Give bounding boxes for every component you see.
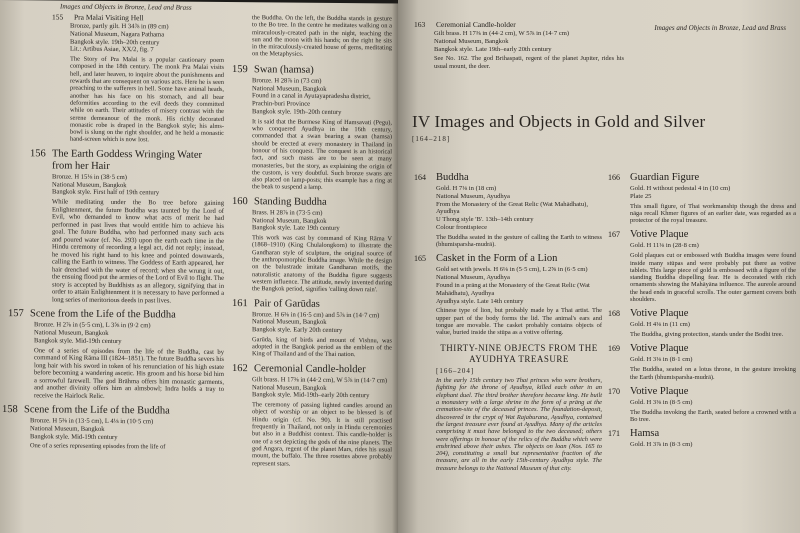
catalogue-entry-163 — [414, 20, 624, 70]
entry-meta: Gilt brass. H 17⅜ in (44·2 cm), W 5⅞ in (14·7 cm) — [252, 375, 388, 385]
entry-description: The Story of Pra Malai is a popular cautionary poem composed in the 18th century. The monk Pra Malai visits hell, and later heaven, to inquire about the punishments and rewards that are consequent on various acts. Here he is seen preaching to the sufferers in hell. Some have animal heads, another has his face on his stomach, and all bear deformities according to the evil deeds they committed while on earth. Their attitudes of misery contrast with the serene demeanour of the monk. His richly decorated monastic robe is draped in the Bangkok style; his alms-bowl is slung on the right shoulder, and he held a monastic hand-screen which is now lost. — [70, 55, 224, 144]
entry-meta: Bangkok style. 19th–20th century — [70, 38, 160, 46]
entry-meta: Bronze. H 28⅞ in (73 cm) — [252, 76, 322, 85]
entry-meta: Gold. H without pedestal 4 in (10 cm) — [630, 185, 731, 192]
entry-title: Buddha — [436, 172, 469, 183]
entry-meta: National Museum, Bangkok — [434, 37, 509, 45]
entry-description: This small figure, of Thai workmanship though the dress and nāga recall Khmer figures of an earlier date, was regarded as a protector of the royal treasure. — [630, 202, 796, 225]
entry-meta: National Museum, Bangkok — [252, 318, 327, 327]
continued-text: the Buddha. On the left, the Buddha stands in gesture to the Bo tree. In the centre he meditates walking on a miraculously-created path in the night, teaching the sun and the moon with his hands; on the right he sits in the miraculously-created house of gems, meditating on the Metaphysics. — [252, 14, 392, 59]
catalogue-entry-158 — [2, 404, 224, 451]
subsection-ayudhya-treasure — [414, 343, 602, 472]
section-reference: [164–218] — [412, 135, 451, 143]
entry-title: Votive Plaque — [630, 229, 689, 241]
entry-title: Pra Malai Visiting Hell — [74, 12, 144, 23]
entry-meta: National Museum, Bangkok — [30, 425, 105, 433]
subsection-title: THIRTY-NINE OBJECTS FROM THE AYUDHYA TREASURE — [440, 342, 598, 364]
entry-description: Chinese type of lion, but probably made by a Thai artist. The upper part of the body forms the lid. The animal's ears and tongue are movable. The casket probably contains objects of value, buried inside the stūpa as a votive offering. — [436, 307, 602, 337]
entry-meta: Bronze. H 6⅜ in (16·5 cm) and 5⅞ in (14·7 cm) — [252, 310, 380, 319]
entry-meta: U Thong style 'B'. 13th–14th century — [436, 216, 534, 224]
entry-description: The Buddha invoking the Earth, seated before a crowned with a Bo tree. — [630, 408, 796, 423]
subsection-description: In the early 15th century two Thai princes who were brothers, fighting for the throne of Ayudhya, killed each other in an elephant duel. The third brother therefore became king. He built a monastery with a large shrine in the form of a prāng at the cremation-site of the deceased princes. The foundation-deposit, discovered in the crypt of Wat Rajaburana, Ayudhya, contained the largest treasure ever found at Ayudhya. Many of the articles comprising it must have belonged to the two deceased; others were offerings in honour of the relics of the Buddha which were enshrined above their ashes. The objects on loan (Nos. 165 to 204), constituting a small but representative fraction of the treasure, are all in the early 15th-century Ayudhya style. The treasure belongs to the National Museum of that city. — [436, 377, 602, 472]
entry-meta: Gold. H 7⅛ in (18 cm) — [436, 185, 497, 192]
right-column-2 — [608, 172, 796, 454]
entry-number: 166 — [608, 173, 620, 182]
entry-title: Standing Buddha — [254, 195, 327, 208]
entry-description: See No. 162. The god Brihaspati, regent of the planet Jupiter, rides his usual mount, the deer. — [434, 55, 624, 70]
entry-description: The ceremony of passing lighted candles around an object of worship or an object to be blessed is of Hindu origin (cf. No. 90). It is still practised frequently in Thailand, not only in Hindu ceremonies but also in a Buddhist context. This candle-holder is one of a set depicting the gods of the nine planets. The god Angara, regent of the planet Mars, rides his usual mount, the buffalo. The three rosettes above probably represent stars. — [252, 401, 392, 468]
section-title: IV Images and Objects in Gold and Silver — [412, 112, 706, 131]
entry-description: While meditating under the Bo tree before gaining Enlightenment, the future Buddha was taunted by the Lord of Evil, who demanded to know what acts of merit he had performed in past lives that would entitle him to achieve his goal. The future Buddha, who had performed many such acts and poured water (cf. No. 293) upon the earth each time in the Hindu ceremony of recording a legal act, did not reply; instead, he moved his right hand to his knee and pointed downwards, calling the Earth to witness. The Goddess of Earth appeared, her hair drenched with the water of record; when she wrung it out, the ensuing flood put the armies of the Lord of Evil to flight. The story is accepted by Buddhists as an allegory, signifying that in order to attain Enlightenment it is necessary to have performed a long series of meritorious deeds in past lives. — [52, 198, 225, 305]
entry-meta: Bangkok style. Mid-19th century — [30, 432, 118, 441]
entry-meta: Bronze, partly gilt. H 34⅞ in (89 cm) — [70, 22, 169, 31]
entry-description: It is said that the Burmese King of Hamsavati (Pegu), who conquered Ayudhya in the 16th century, commanded that a swan bearing a swan (hamsa) should be erected at every monastery in Thailand in honour of his conquest. The conquest is an historical fact, and such masts are to be seen at many monasteries, but the story, as explaining the origin of the custom, is very doubtful. Such bronze swans are also placed on lamp-posts; this example has a ring at the beak to suspend a lamp. — [252, 117, 392, 192]
entry-title: Pair of Garūdas — [254, 297, 320, 310]
entry-title: The Earth Goddess Wringing Water from her Hair — [52, 148, 202, 172]
entry-meta: Gilt brass. H 17⅜ in (44·2 cm), W 5⅞ in (14·7 cm) — [434, 30, 570, 37]
entry-meta: Bangkok style. Mid-19th–early 20th century — [252, 391, 370, 400]
entry-meta: Colour frontispiece — [436, 223, 488, 231]
entry-meta: Gold set with jewels. H 6⅛ in (5·5 cm), L 2⅝ in (6·5 cm) — [436, 266, 588, 274]
right-page — [398, 0, 800, 533]
entry-meta: Found in a prāng at the Monastery of the Great Relic (Wat Mahādhatu), Ayudhya — [436, 281, 590, 297]
entry-title: Swan (hamsa) — [254, 63, 314, 76]
entry-title: Scene from the Life of the Buddha — [30, 308, 176, 321]
entry-meta: Bronze. H 2⅞ in (5·5 cm), L 3⅝ in (9·2 cm) — [34, 321, 151, 330]
entry-description: The Buddha seated in the gesture of calling the Earth to witness (bhumisparsha-mudrā). — [436, 233, 602, 249]
right-column-1 — [414, 172, 602, 472]
entry-meta: Gold. H 3⅛ in (8·1 cm) — [630, 356, 693, 364]
entry-title: Votive Plaque — [630, 385, 689, 397]
entry-meta: Gold. H 4⅛ in (11 cm) — [630, 321, 691, 329]
entry-number: 165 — [414, 254, 426, 264]
entry-meta: Found in a canal in Ayutayapradesha district, Prachin-buri Province — [252, 92, 371, 108]
entry-description: The Buddha, giving protection, stands under the Bodhi tree. — [630, 331, 784, 339]
entry-number: 170 — [608, 386, 620, 396]
catalogue-entry-164 — [414, 172, 602, 248]
catalogue-entry-155 — [30, 12, 224, 144]
entry-meta: Bangkok style. Early 20th century — [252, 326, 343, 335]
entry-meta: Plate 25 — [630, 192, 652, 200]
entry-meta: From the Monastery of the Great Relic (Wat Mahādhatu), Ayudhya — [436, 200, 588, 216]
entry-number: 160 — [232, 195, 248, 207]
entry-meta: Bangkok style. Late 19th century — [252, 224, 340, 233]
entry-number: 163 — [414, 20, 426, 29]
entry-title: Votive Plaque — [630, 308, 689, 320]
entry-description: One of a series of episodes from the life of the Buddha, cast by command of King Rāma III (1824–1851). The future Buddha severs his long hair with his sword in token of his renunciation of his high estate before becoming a wandering ascetic. His groom and his horse bid him a sorrowful farewell. The god Brāhma offers him monastic garments, and another divinity offers him an almsbowl; Indra holds a tray to receive the Hairlock Relic. — [34, 346, 224, 400]
entry-description: The Buddha, seated on a lotus throne, in the gesture invoking the Earth (bhumisparsha-mudrā). — [630, 366, 796, 381]
catalogue-entry-156 — [30, 148, 224, 305]
entry-title: Ceremonial Candle-holder — [254, 362, 366, 375]
entry-number: 155 — [52, 12, 64, 22]
catalogue-entry-159 — [232, 64, 392, 192]
entry-description: Garūda, king of birds and mount of Vishnu, was adopted in the Bangkok period as the emblem of the King of Thailand and of the Thai nation. — [252, 336, 392, 359]
catalogue-entry-160 — [232, 196, 392, 294]
entry-meta: Gold. H 11⅛ in (28·8 cm) — [630, 242, 699, 250]
entry-number: 171 — [608, 429, 620, 439]
entry-meta: Brass. H 28⅞ in (73·5 cm) — [252, 208, 323, 217]
catalogue-entry-168 — [608, 308, 796, 338]
entry-description: One of a series representing episodes from the life of — [30, 442, 166, 451]
entry-meta: Gold. H 3⅜ in (8·5 cm) — [630, 398, 693, 406]
entry-number: 167 — [608, 230, 620, 240]
catalogue-entry-166 — [608, 172, 796, 224]
catalogue-entry-157 — [8, 308, 224, 401]
entry-title: Scene from the Life of the Buddha — [24, 404, 170, 417]
entry-meta: National Museum, Bangkok — [252, 84, 327, 93]
left-column-1 — [2, 12, 225, 456]
entry-meta: Bangkok style. First half of 19th century — [52, 188, 160, 197]
entry-meta: Gold. H 3⅞ in (8·3 cm) — [630, 441, 693, 449]
entry-number: 157 — [8, 308, 24, 320]
catalogue-entry-165 — [414, 253, 602, 336]
entry-meta: National Museum, Bangkok — [252, 383, 327, 392]
entry-meta: National Museum, Ayudhya — [436, 192, 510, 200]
entry-meta: Bangkok style. 19th–20th century — [252, 108, 342, 116]
entry-title: Ceremonial Candle-holder — [436, 20, 516, 29]
entry-number: 162 — [232, 362, 248, 374]
entry-title: Hamsa — [630, 428, 660, 440]
entry-meta: National Museum, Nagara Pathama — [70, 30, 165, 39]
entry-meta: Bronze. H 15⅛ in (38·5 cm) — [52, 173, 127, 181]
entry-number: 158 — [2, 404, 18, 416]
entry-meta: National Museum, Bangkok — [252, 216, 327, 225]
catalogue-entry-171 — [608, 428, 796, 449]
catalogue-entry-161 — [232, 298, 392, 360]
entry-meta: National Museum, Ayudhya — [436, 274, 510, 282]
left-running-head: Images and Objects in Bronze, Lead and Brass — [60, 2, 192, 12]
catalogue-entry-162 — [232, 363, 392, 468]
entry-meta: Bronze. H 5⅜ in (13·5 cm), L 4⅛ in (10·5 cm) — [30, 417, 154, 426]
entry-meta: Lit.: Artibus Asiae, XX/2, fig. 7 — [70, 46, 154, 54]
subsection-reference: [166–204] — [436, 366, 475, 375]
entry-number: 161 — [232, 297, 248, 309]
section-heading-block — [412, 108, 792, 152]
right-top-entry — [414, 20, 624, 75]
catalogue-entry-169 — [608, 343, 796, 380]
left-column-2 — [232, 12, 392, 473]
entry-number: 168 — [608, 309, 620, 319]
entry-number: 156 — [30, 148, 46, 160]
catalogue-entry-170 — [608, 386, 796, 423]
entry-title: Votive Plaque — [630, 343, 689, 355]
entry-description: This work was cast by command of King Rāma V (1868–1910) (King Chulalongkorn) to illustrate the Gandharan style of sculpture, the original source of the anthropomorphic Buddha image. While the design on the balustrade imitate Gandharan motifs, the naturalistic anatomy of the Buddha figure suggests western influence. The attitude, newly invented during the Bangkok period, signifies 'calling down rain'. — [252, 234, 392, 294]
catalogue-entry-167 — [608, 229, 796, 303]
entry-meta: Ayudhya style. Late 14th century — [436, 297, 524, 305]
entry-meta: Bangkok style. Mid-19th century — [34, 337, 122, 345]
entry-title: Guardian Figure — [630, 172, 700, 183]
entry-description: Gold plaques cut or embossed with Buddha images were found inside many stūpas and were probably put there as votive tablets. This large piece of gold is embossed with a figure of the standing Buddha dispelling fear. He is decorated with rich ornaments showing the Mahāyāna influence. The aureole around the head ends in graceful scrolls. The outer garment covers both shoulders. — [630, 252, 796, 304]
entry-number: 159 — [232, 63, 248, 75]
entry-number: 169 — [608, 344, 620, 354]
entry-title: Casket in the Form of a Lion — [436, 253, 558, 265]
entry-meta: National Museum, Bangkok — [34, 329, 109, 337]
entry-meta: Bangkok style. Late 19th–early 20th century — [434, 45, 552, 53]
entry-meta: National Museum, Bangkok — [52, 181, 127, 189]
right-running-head: Images and Objects in Bronze, Lead and Brass — [654, 24, 786, 32]
entry-number: 164 — [414, 173, 426, 182]
